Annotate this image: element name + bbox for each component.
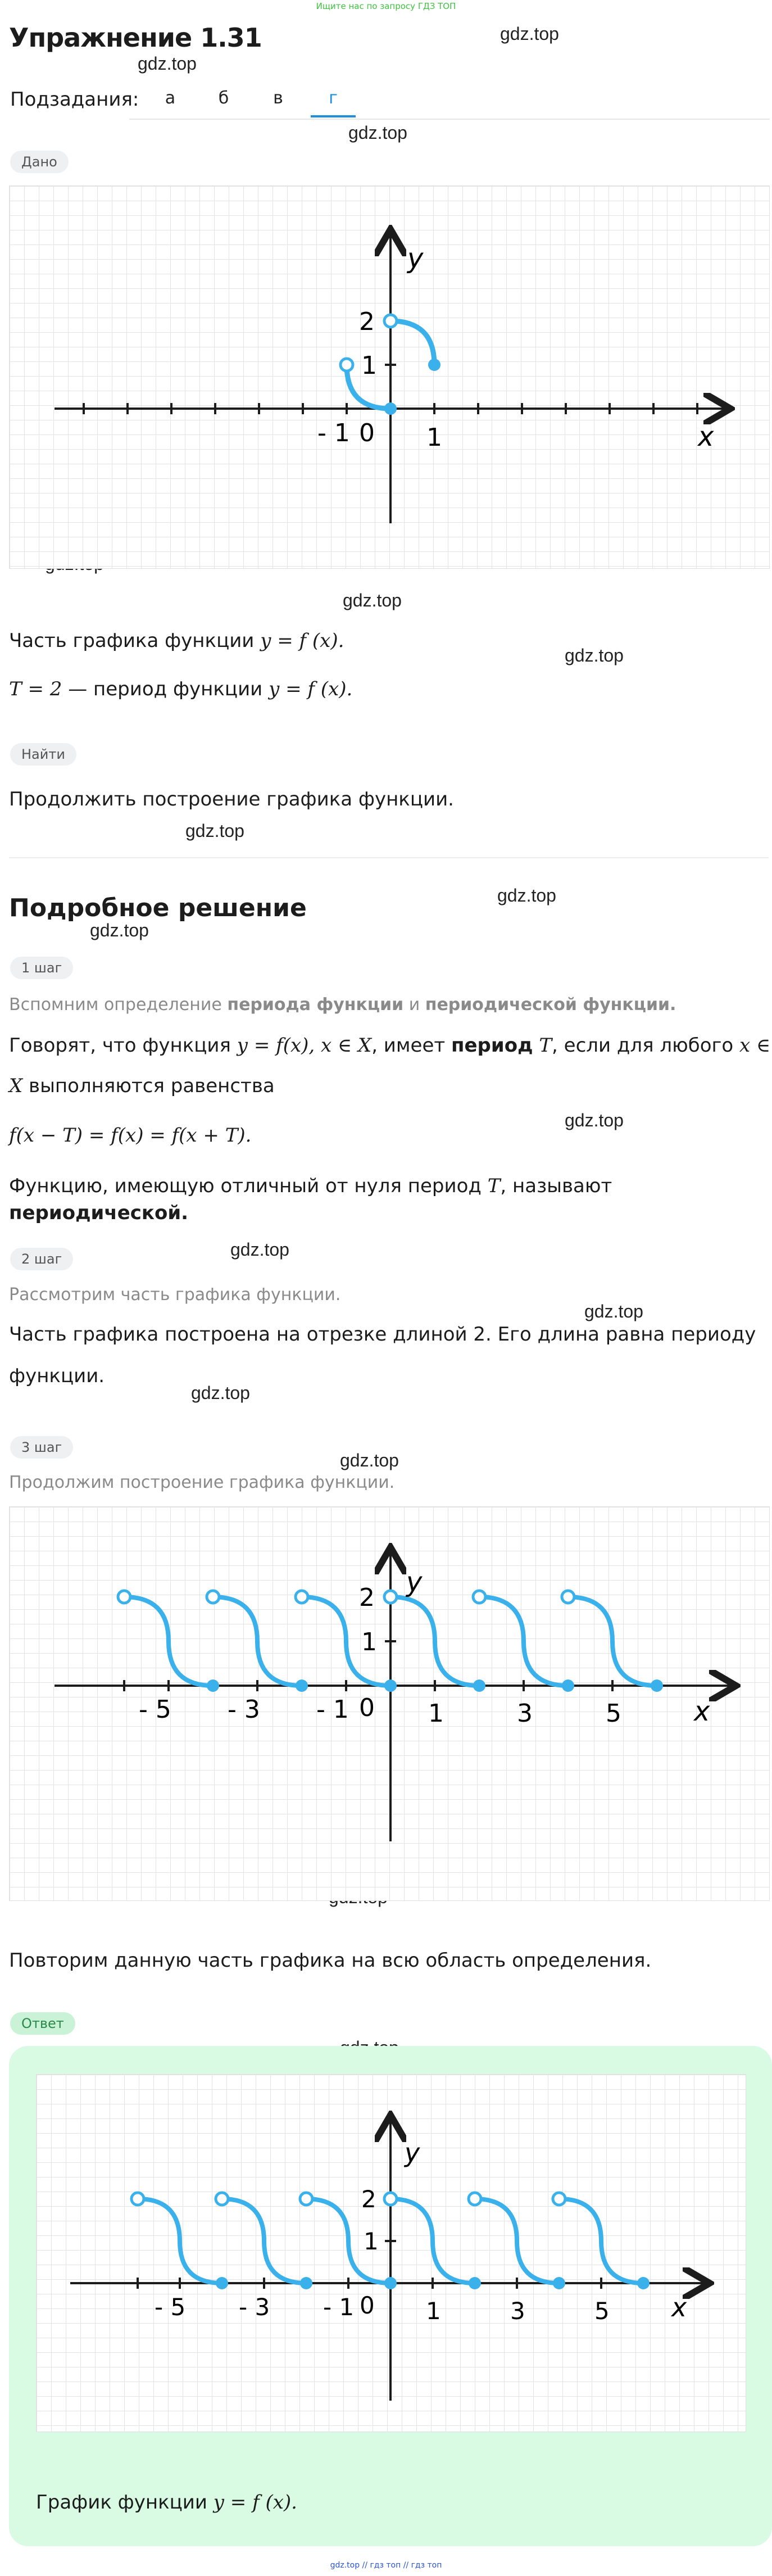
tick-label: 1: [428, 1699, 444, 1728]
watermark: gdz.top: [191, 1383, 250, 1403]
tab-b[interactable]: б: [218, 88, 229, 108]
tick-label: 1: [361, 1628, 377, 1656]
x-axis-label: x: [694, 1696, 710, 1727]
tick-label: 0: [359, 1694, 375, 1722]
given-line-1: Часть графика функции y = f (x).: [9, 630, 344, 652]
tick-label: - 3: [228, 1695, 260, 1724]
step-3-hint: Продолжим построение графика функции.: [9, 1473, 395, 1492]
tick-label: - 5: [155, 2293, 186, 2321]
watermark: gdz.top: [343, 590, 402, 610]
tabs-underline: [129, 119, 770, 120]
answer-pill: Ответ: [10, 2012, 75, 2035]
tick-label: 0: [359, 419, 375, 447]
tick-label: 3: [517, 1699, 533, 1728]
find-pill: Найти: [10, 743, 76, 766]
tab-a[interactable]: а: [165, 88, 176, 108]
top-banner[interactable]: Ищите нас по запросу ГДЗ ТОП: [316, 1, 456, 11]
tick-label: - 1: [317, 419, 350, 447]
y-axis-label: y: [406, 1567, 423, 1598]
curve-right: [390, 321, 434, 365]
open-point: [340, 359, 353, 371]
step-1-definition-line2: X выполняются равенства: [9, 1075, 275, 1097]
tick-label: - 1: [323, 2293, 355, 2321]
tick-label: 2: [359, 307, 375, 336]
tick-label: - 3: [239, 2293, 270, 2321]
tab-v[interactable]: в: [273, 88, 283, 108]
y-axis-label: y: [407, 243, 424, 274]
tick-label: - 5: [139, 1695, 171, 1724]
tick-label: 2: [361, 2185, 376, 2213]
given-pill: Дано: [10, 151, 69, 173]
footer-text[interactable]: gdz.top // гдз топ // гдз топ: [330, 2561, 442, 2570]
step-2-pill: 2 шаг: [10, 1248, 73, 1270]
divider: [9, 857, 769, 858]
watermark: gdz.top: [565, 1110, 624, 1130]
tick-label: 1: [426, 2297, 441, 2325]
given-line-2: T = 2 — период функции y = f (x).: [9, 678, 353, 700]
x-axis-label: x: [698, 421, 714, 452]
step-3-after: Повторим данную часть графика на всю область определения.: [9, 1949, 652, 1972]
solution-title: Подробное решение: [9, 894, 307, 922]
watermark: gdz.top: [230, 1239, 289, 1260]
step-3-pill: 3 шаг: [10, 1436, 73, 1459]
y-axis-label: y: [405, 2138, 420, 2168]
watermark: gdz.top: [500, 24, 559, 44]
tab-g[interactable]: г: [311, 82, 356, 117]
step-1-hint: Вспомним определение периода функции и периодической функции.: [9, 995, 676, 1015]
tick-label: 1: [426, 423, 442, 452]
given-graph-svg: [10, 186, 769, 568]
tick-label: 1: [361, 351, 377, 380]
step-3-graph: [9, 1506, 770, 1901]
watermark: gdz.top: [565, 645, 624, 665]
answer-text: График функции y = f (x).: [36, 2491, 297, 2514]
filled-point: [428, 359, 441, 371]
tick-label: 5: [606, 1699, 621, 1728]
tick-label: 2: [359, 1583, 375, 1612]
watermark: gdz.top: [348, 123, 407, 143]
step-2-hint: Рассмотрим часть графика функции.: [9, 1285, 341, 1305]
answer-graph-svg: [37, 2075, 746, 2432]
given-graph: [9, 185, 770, 569]
watermark: gdz.top: [497, 885, 556, 906]
watermark: gdz.top: [185, 821, 244, 841]
tick-label: 0: [360, 2292, 375, 2319]
tick-label: - 1: [316, 1695, 349, 1724]
watermark: gdz.top: [90, 920, 149, 940]
page-title: Упражнение 1.31: [9, 22, 262, 53]
find-text: Продолжить построение графика функции.: [9, 788, 454, 811]
watermark: gdz.top: [584, 1301, 643, 1321]
watermark: gdz.top: [138, 53, 197, 74]
step-2-line-2: функции.: [9, 1365, 105, 1387]
tick-label: 3: [510, 2297, 525, 2325]
subtasks-label: Подзадания:: [10, 88, 139, 111]
tick-label: 5: [594, 2297, 610, 2325]
filled-point: [384, 402, 397, 415]
footer-links[interactable]: [0, 2559, 772, 2570]
open-point: [384, 315, 397, 327]
step-1-pill: 1 шаг: [10, 957, 73, 979]
answer-graph: [36, 2074, 746, 2432]
x-axis-label: x: [671, 2292, 687, 2323]
step-1-definition: Говорят, что функция y = f(x), x ∈ X, имеет период T, если для любого x ∈: [9, 1034, 771, 1057]
step-1-equation: f(x − T) = f(x) = f(x + T).: [9, 1124, 252, 1147]
step-2-line-1: Часть графика построена на отрезке длиной 2. Его длина равна периоду: [9, 1323, 756, 1346]
watermark: gdz.top: [340, 1450, 399, 1470]
tick-label: 1: [364, 2228, 379, 2255]
step-3-graph-svg: [10, 1507, 769, 1900]
step-1-periodic: Функцию, имеющую отличный от нуля период T, называют периодической.: [9, 1175, 612, 1224]
